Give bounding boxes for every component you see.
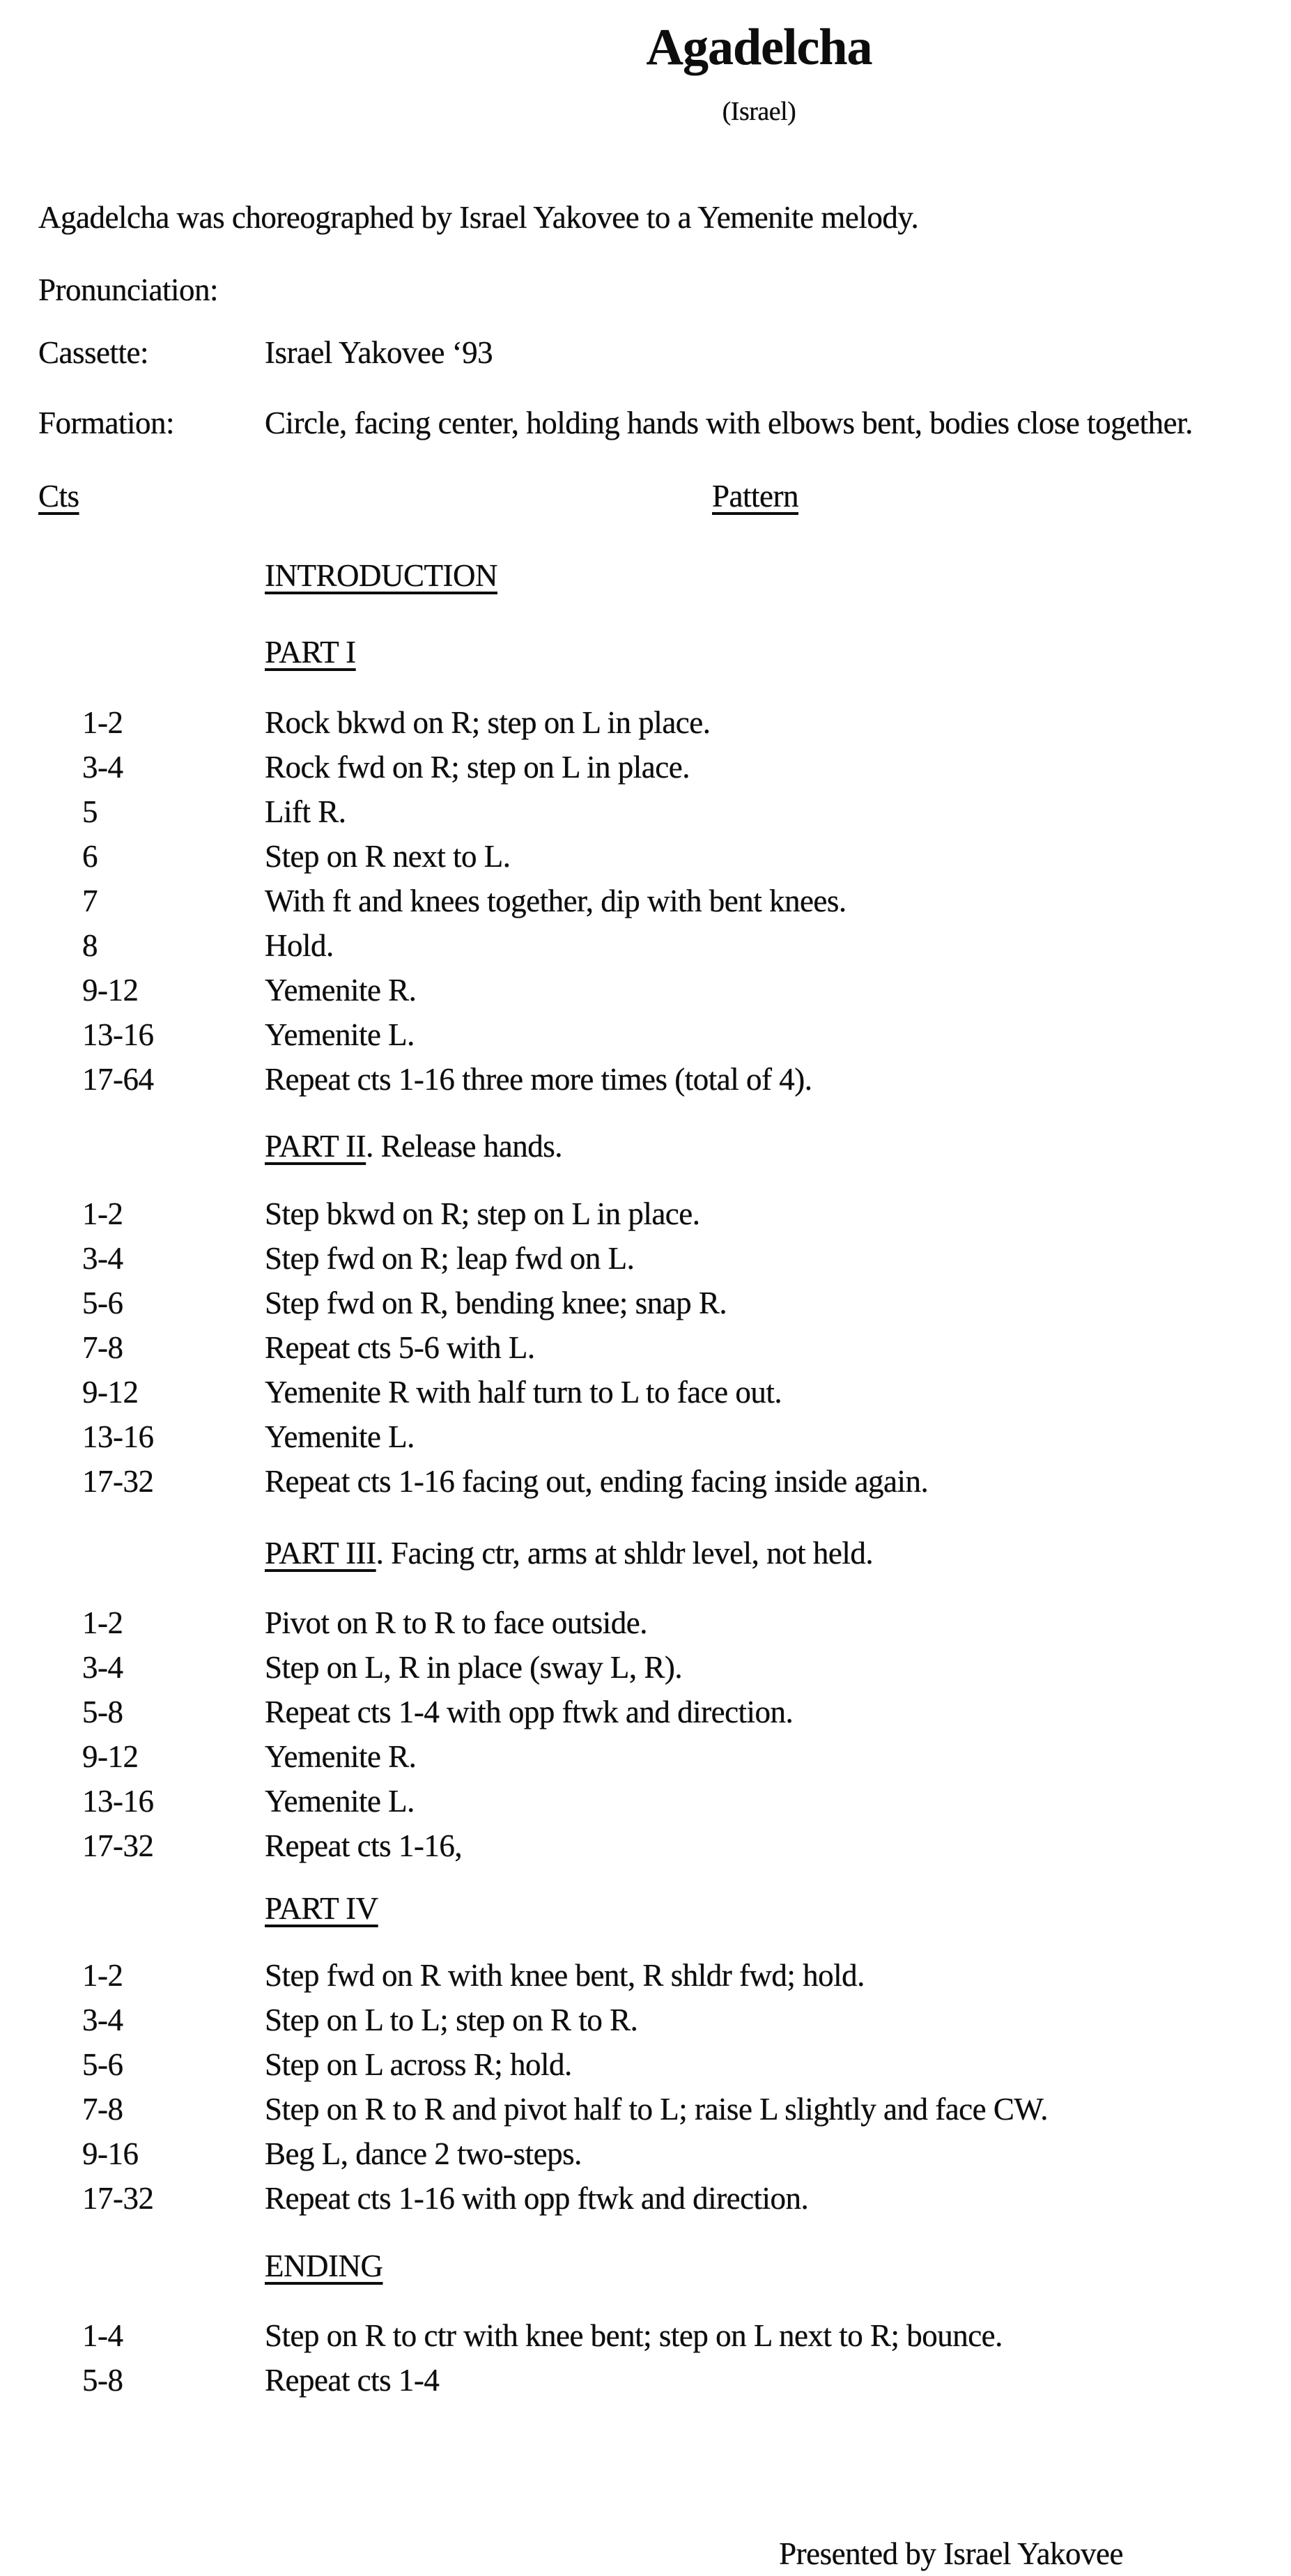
row-pattern: Rock bkwd on R; step on L in place. [265, 705, 711, 740]
row-pattern: Step fwd on R; leap fwd on L. [265, 1241, 635, 1276]
pattern-row [0, 1953, 1291, 1998]
pattern-row [0, 1012, 1291, 1057]
row-pattern: With ft and knees together, dip with bent knees. [265, 884, 847, 918]
pattern-row [0, 1281, 1291, 1325]
table-header [0, 474, 1291, 518]
document-header [114, 0, 1291, 128]
pattern-row [0, 1414, 1291, 1459]
pattern-column-header: Pattern [712, 479, 798, 514]
formation-label: Formation: [38, 406, 174, 440]
row-counts: 8 [82, 928, 98, 963]
section-part-i [0, 630, 1291, 1102]
row-pattern: Step fwd on R with knee bent, R shldr fwd; hold. [265, 1958, 865, 1993]
row-counts: 7 [82, 884, 98, 918]
cassette-value: Israel Yakovee ‘93 [265, 335, 493, 370]
pattern-row [0, 1057, 1291, 1102]
row-counts: 1-2 [82, 1196, 123, 1231]
presented-by-credit: Presented by Israel Yakovee [779, 2536, 1123, 2571]
pattern-row [0, 1459, 1291, 1504]
section-title: INTRODUCTION [265, 558, 497, 593]
row-pattern: Step on L to L; step on R to R. [265, 2003, 638, 2037]
section-rows [0, 1601, 1291, 1868]
section-part-iv [0, 1886, 1291, 2221]
pattern-row [0, 1690, 1291, 1734]
row-counts: 3-4 [82, 1650, 123, 1685]
row-pattern: Step on R to ctr with knee bent; step on L next to R; bounce. [265, 2318, 1003, 2353]
row-pattern: Yemenite L. [265, 1017, 415, 1052]
formation-value: Circle, facing center, holding hands with elbows bent, bodies close together. [265, 406, 1193, 440]
row-counts: 9-12 [82, 973, 139, 1008]
section-title: PART IV [265, 1891, 378, 1926]
row-pattern: Step bkwd on R; step on L in place. [265, 1196, 700, 1231]
section-heading [0, 553, 1291, 598]
pattern-row [0, 700, 1291, 745]
pattern-row [0, 1191, 1291, 1236]
row-counts: 17-64 [82, 1062, 154, 1097]
row-pattern: Yemenite R. [265, 1739, 417, 1774]
pattern-row [0, 1823, 1291, 1868]
page-subtitle: (Israel) [722, 97, 796, 126]
pattern-row [0, 879, 1291, 923]
row-pattern: Repeat cts 1-16 three more times (total of 4). [265, 1062, 812, 1097]
pattern-row [0, 1236, 1291, 1281]
row-pattern: Yemenite L. [265, 1419, 415, 1454]
section-part-iii [0, 1531, 1291, 1868]
cassette-label: Cassette: [38, 335, 148, 370]
row-pattern: Repeat cts 1-16 with opp ftwk and direction. [265, 2181, 809, 2216]
row-counts: 1-2 [82, 1605, 123, 1640]
section-part-ii [0, 1124, 1291, 1504]
section-title: PART III [265, 1536, 376, 1571]
formation-row [0, 401, 1291, 445]
pronunciation-row [0, 268, 1291, 312]
row-counts: 17-32 [82, 1464, 154, 1499]
row-pattern: Lift R. [265, 794, 346, 829]
row-pattern: Step on L, R in place (sway L, R). [265, 1650, 683, 1685]
row-counts: 3-4 [82, 2003, 123, 2037]
section-title: PART I [265, 635, 356, 670]
pattern-row [0, 1645, 1291, 1690]
row-pattern: Pivot on R to R to face outside. [265, 1605, 647, 1640]
row-counts: 5 [82, 794, 98, 829]
cassette-row [0, 330, 1291, 375]
section-introduction [0, 553, 1291, 598]
section-rows [0, 2313, 1291, 2403]
pattern-row [0, 1734, 1291, 1779]
row-counts: 13-16 [82, 1017, 154, 1052]
row-pattern: Step on R next to L. [265, 839, 511, 874]
row-pattern: Yemenite R. [265, 973, 417, 1008]
pattern-row [0, 2358, 1291, 2403]
section-heading [0, 1531, 1291, 1575]
pattern-row [0, 834, 1291, 879]
row-counts: 7-8 [82, 1330, 123, 1365]
page-title: Agadelcha [646, 19, 872, 76]
row-pattern: Step fwd on R, bending knee; snap R. [265, 1286, 727, 1320]
pattern-row [0, 2313, 1291, 2358]
counts-column-header: Cts [38, 479, 79, 514]
row-counts: 3-4 [82, 750, 123, 785]
pattern-row [0, 2131, 1291, 2176]
row-counts: 1-2 [82, 1958, 123, 1993]
row-counts: 9-12 [82, 1375, 139, 1410]
row-pattern: Repeat cts 1-16 facing out, ending facing inside again. [265, 1464, 929, 1499]
row-counts: 13-16 [82, 1419, 154, 1454]
row-pattern: Repeat cts 5-6 with L. [265, 1330, 535, 1365]
row-counts: 7-8 [82, 2092, 123, 2127]
row-counts: 9-12 [82, 1739, 139, 1774]
row-counts: 17-32 [82, 2181, 154, 2216]
row-pattern: Repeat cts 1-16, [265, 1828, 463, 1863]
row-counts: 5-6 [82, 1286, 123, 1320]
section-heading [0, 2244, 1291, 2288]
pattern-row [0, 745, 1291, 789]
section-heading [0, 630, 1291, 674]
row-pattern: Step on R to R and pivot half to L; raise L slightly and face CW. [265, 2092, 1048, 2127]
pattern-row [0, 1370, 1291, 1414]
pattern-row [0, 2087, 1291, 2131]
pattern-row [0, 1779, 1291, 1823]
row-counts: 6 [82, 839, 98, 874]
section-note: . Facing ctr, arms at shldr level, not held. [376, 1536, 874, 1571]
pronunciation-value [265, 268, 1291, 312]
pattern-row [0, 1601, 1291, 1645]
row-pattern: Repeat cts 1-4 with opp ftwk and direction. [265, 1695, 794, 1729]
section-note: . Release hands. [366, 1129, 563, 1164]
section-title: ENDING [265, 2249, 383, 2283]
row-pattern: Yemenite R with half turn to L to face out. [265, 1375, 782, 1410]
intro-paragraph: Agadelcha was choreographed by Israel Yakovee to a Yemenite melody. [38, 200, 919, 235]
row-counts: 5-8 [82, 2363, 123, 2398]
pattern-row [0, 2042, 1291, 2087]
section-rows [0, 700, 1291, 1102]
row-counts: 17-32 [82, 1828, 154, 1863]
row-counts: 9-16 [82, 2136, 139, 2171]
pattern-row [0, 2176, 1291, 2221]
row-pattern: Repeat cts 1-4 [265, 2363, 440, 2398]
row-counts: 5-6 [82, 2047, 123, 2082]
row-counts: 5-8 [82, 1695, 123, 1729]
pattern-row [0, 968, 1291, 1012]
row-counts: 1-4 [82, 2318, 123, 2353]
section-rows [0, 1191, 1291, 1504]
row-pattern: Step on L across R; hold. [265, 2047, 572, 2082]
section-rows [0, 1953, 1291, 2221]
row-counts: 13-16 [82, 1784, 154, 1819]
pronunciation-label: Pronunciation: [38, 272, 218, 307]
row-pattern: Yemenite L. [265, 1784, 415, 1819]
section-heading [0, 1886, 1291, 1931]
section-heading [0, 1124, 1291, 1169]
row-counts: 1-2 [82, 705, 123, 740]
section-ending [0, 2244, 1291, 2403]
row-counts: 3-4 [82, 1241, 123, 1276]
pattern-row [0, 923, 1291, 968]
section-title: PART II [265, 1129, 366, 1164]
row-pattern: Hold. [265, 928, 334, 963]
row-pattern: Rock fwd on R; step on L in place. [265, 750, 690, 785]
pattern-row [0, 1998, 1291, 2042]
pattern-row [0, 789, 1291, 834]
row-pattern: Beg L, dance 2 two-steps. [265, 2136, 582, 2171]
pattern-row [0, 1325, 1291, 1370]
